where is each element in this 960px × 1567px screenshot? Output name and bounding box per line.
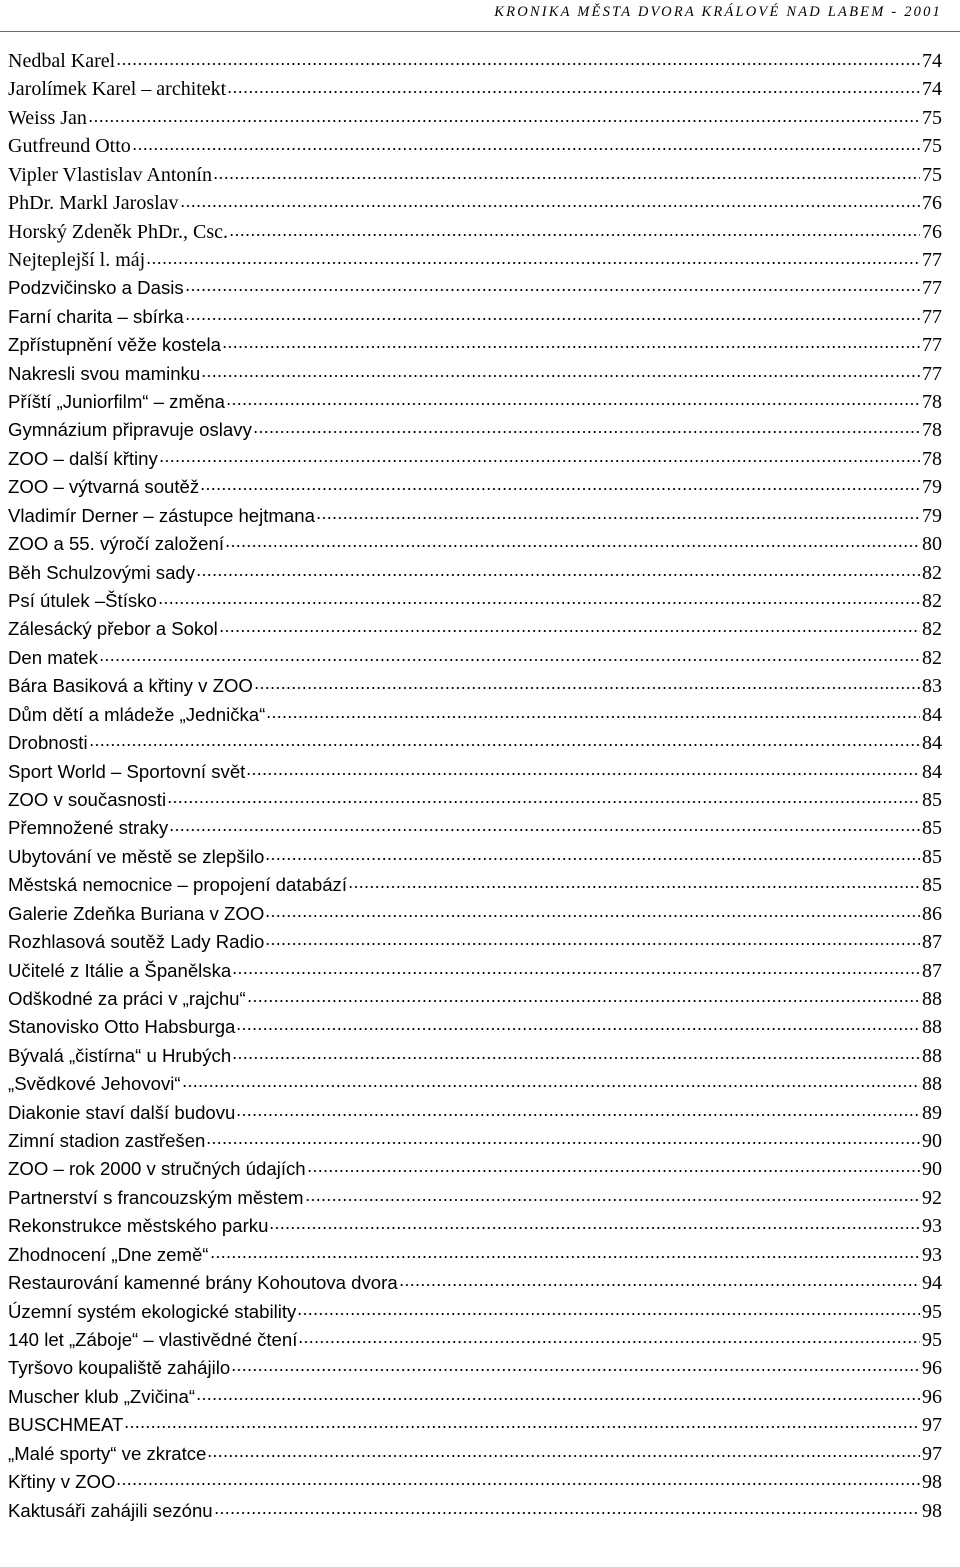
toc-entry[interactable] bbox=[8, 613, 942, 641]
dot-leader bbox=[232, 1040, 920, 1062]
toc-entry-title: Bára Basiková a křtiny v ZOO bbox=[8, 675, 253, 697]
dot-leader bbox=[88, 102, 920, 124]
toc-entry[interactable] bbox=[8, 841, 942, 869]
dot-leader bbox=[316, 500, 920, 522]
dot-leader bbox=[298, 1324, 920, 1346]
toc-entry-title: Weiss Jan bbox=[8, 106, 87, 129]
toc-entry-page-number: 74 bbox=[922, 78, 942, 101]
toc-entry-title: 140 let „Záboje“ – vlastivědné čtení bbox=[8, 1328, 298, 1350]
toc-entry-title: Farní charita – sbírka bbox=[8, 305, 184, 327]
toc-entry[interactable] bbox=[8, 1267, 942, 1295]
toc-entry-page-number: 95 bbox=[922, 1328, 942, 1351]
toc-entry-title: Drobnosti bbox=[8, 732, 88, 754]
toc-entry-page-number: 86 bbox=[922, 902, 942, 925]
dot-leader bbox=[236, 1011, 920, 1033]
toc-entry-page-number: 80 bbox=[922, 533, 942, 556]
toc-entry-title: Den matek bbox=[8, 646, 98, 668]
toc-entry[interactable] bbox=[8, 1210, 942, 1238]
toc-entry-title: Nakresli svou maminku bbox=[8, 362, 201, 384]
toc-entry[interactable] bbox=[8, 1296, 942, 1324]
dot-leader bbox=[348, 869, 920, 891]
toc-entry-page-number: 85 bbox=[922, 817, 942, 840]
toc-entry-title: Zhodnocení „Dne země“ bbox=[8, 1243, 209, 1265]
toc-entry-page-number: 90 bbox=[922, 1158, 942, 1181]
dot-leader bbox=[210, 1239, 920, 1261]
dot-leader bbox=[196, 557, 920, 579]
dot-leader bbox=[247, 983, 920, 1005]
dot-leader bbox=[89, 727, 920, 749]
dot-leader bbox=[222, 329, 920, 351]
toc-entry-title: Městská nemocnice – propojení databází bbox=[8, 874, 348, 896]
dot-leader bbox=[232, 955, 920, 977]
toc-entry-title: Kaktusáři zahájili sezónu bbox=[8, 1499, 213, 1521]
toc-entry-page-number: 95 bbox=[922, 1300, 942, 1323]
toc-entry-page-number: 83 bbox=[922, 675, 942, 698]
toc-entry[interactable] bbox=[8, 358, 942, 386]
toc-entry-page-number: 78 bbox=[922, 447, 942, 470]
dot-leader bbox=[116, 1466, 920, 1488]
table-of-contents bbox=[8, 45, 942, 1523]
dot-leader bbox=[297, 1296, 920, 1318]
toc-entry[interactable] bbox=[8, 898, 942, 926]
toc-entry-title: Psí útulek –Štísko bbox=[8, 590, 157, 612]
dot-leader bbox=[196, 1381, 920, 1403]
toc-entry-page-number: 87 bbox=[922, 931, 942, 954]
toc-entry-page-number: 88 bbox=[922, 1016, 942, 1039]
toc-entry-page-number: 79 bbox=[922, 504, 942, 527]
toc-entry-page-number: 84 bbox=[922, 703, 942, 726]
toc-entry-page-number: 92 bbox=[922, 1186, 942, 1209]
toc-entry-page-number: 88 bbox=[922, 987, 942, 1010]
toc-entry[interactable] bbox=[8, 955, 942, 983]
toc-entry-page-number: 77 bbox=[922, 305, 942, 328]
toc-entry[interactable] bbox=[8, 386, 942, 414]
toc-entry-title: Restaurování kamenné brány Kohoutova dvora bbox=[8, 1272, 398, 1294]
toc-entry[interactable] bbox=[8, 585, 942, 613]
toc-entry-page-number: 77 bbox=[922, 334, 942, 357]
toc-entry-page-number: 90 bbox=[922, 1130, 942, 1153]
toc-entry[interactable] bbox=[8, 102, 942, 130]
toc-entry-title: ZOO v současnosti bbox=[8, 788, 167, 810]
toc-entry-page-number: 84 bbox=[922, 732, 942, 755]
toc-entry-page-number: 74 bbox=[922, 50, 942, 72]
dot-leader bbox=[253, 414, 920, 436]
toc-entry-page-number: 75 bbox=[922, 106, 942, 129]
toc-entry[interactable] bbox=[8, 812, 942, 840]
toc-entry[interactable] bbox=[8, 130, 942, 158]
dot-leader bbox=[227, 73, 920, 95]
toc-entry-title: Sport World – Sportovní svět bbox=[8, 760, 246, 782]
toc-entry-title: Běh Schulzovými sady bbox=[8, 561, 196, 583]
toc-entry[interactable] bbox=[8, 187, 942, 215]
toc-entry-title: ZOO – další křtiny bbox=[8, 447, 158, 469]
toc-entry-title: Tyršovo koupaliště zahájilo bbox=[8, 1357, 231, 1379]
toc-entry-page-number: 88 bbox=[922, 1044, 942, 1067]
toc-entry-page-number: 77 bbox=[922, 362, 942, 385]
toc-entry[interactable] bbox=[8, 1466, 942, 1494]
toc-entry[interactable] bbox=[8, 1239, 942, 1267]
toc-entry-title: Gymnázium připravuje oslavy bbox=[8, 419, 252, 441]
toc-entry-title: Gutfreund Otto bbox=[8, 135, 131, 158]
toc-entry-page-number: 85 bbox=[922, 788, 942, 811]
toc-entry[interactable] bbox=[8, 414, 942, 442]
toc-entry[interactable] bbox=[8, 1153, 942, 1181]
dot-leader bbox=[219, 613, 920, 635]
toc-entry-page-number: 94 bbox=[922, 1272, 942, 1295]
toc-entry-title: Dům dětí a mládeže „Jednička“ bbox=[8, 703, 266, 725]
toc-entry[interactable] bbox=[8, 272, 942, 300]
toc-entry-title: Učitelé z Itálie a Španělska bbox=[8, 959, 232, 981]
toc-entry-page-number: 96 bbox=[922, 1385, 942, 1408]
toc-entry-page-number: 98 bbox=[922, 1499, 942, 1522]
toc-entry-title: „Svědkové Jehovovi“ bbox=[8, 1073, 181, 1095]
toc-entry-title: Ubytování ve městě se zlepšilo bbox=[8, 845, 265, 867]
toc-entry[interactable] bbox=[8, 983, 942, 1011]
toc-entry-title: Odškodné za práci v „rajchu“ bbox=[8, 987, 246, 1009]
toc-entry-title: Galerie Zdeňka Buriana v ZOO bbox=[8, 902, 265, 924]
dot-leader bbox=[116, 45, 920, 67]
dot-leader bbox=[185, 272, 920, 294]
toc-entry[interactable] bbox=[8, 1352, 942, 1380]
dot-leader bbox=[206, 1125, 920, 1147]
toc-entry-title: Nedbal Karel bbox=[8, 50, 116, 72]
toc-entry-title: Územní systém ekologické stability bbox=[8, 1300, 297, 1322]
toc-entry-title: Partnerství s francouzským městem bbox=[8, 1186, 304, 1208]
toc-entry-page-number: 75 bbox=[922, 135, 942, 158]
toc-entry[interactable] bbox=[8, 45, 942, 73]
toc-entry[interactable] bbox=[8, 1097, 942, 1125]
toc-entry-page-number: 79 bbox=[922, 476, 942, 499]
toc-entry-title: Křtiny v ZOO bbox=[8, 1471, 116, 1493]
toc-entry-page-number: 89 bbox=[922, 1101, 942, 1124]
toc-entry-page-number: 96 bbox=[922, 1357, 942, 1380]
toc-entry-title: Diakonie staví další budovu bbox=[8, 1101, 236, 1123]
toc-entry-page-number: 93 bbox=[922, 1243, 942, 1266]
toc-entry-title: PhDr. Markl Jaroslav bbox=[8, 192, 179, 215]
dot-leader bbox=[167, 784, 920, 806]
dot-leader bbox=[305, 1182, 920, 1204]
toc-entry-title: BUSCHMEAT bbox=[8, 1414, 124, 1436]
toc-entry-title: Muscher klub „Zvičina“ bbox=[8, 1385, 196, 1407]
toc-entry[interactable] bbox=[8, 1040, 942, 1068]
toc-entry-page-number: 77 bbox=[922, 277, 942, 300]
toc-entry[interactable] bbox=[8, 784, 942, 812]
toc-entry[interactable] bbox=[8, 471, 942, 499]
toc-entry[interactable] bbox=[8, 1438, 942, 1466]
running-header: KRONIKA MĚSTA DVORA KRÁLOVÉ NAD LABEM - 2001 bbox=[494, 4, 942, 20]
dot-leader bbox=[201, 358, 920, 380]
toc-entry-title: Vipler Vlastislav Antonín bbox=[8, 163, 212, 186]
toc-entry[interactable] bbox=[8, 869, 942, 897]
dot-leader bbox=[225, 528, 920, 550]
toc-entry[interactable] bbox=[8, 1182, 942, 1210]
dot-leader bbox=[207, 1438, 920, 1460]
dot-leader bbox=[269, 1210, 920, 1232]
toc-entry-title: Rekonstrukce městského parku bbox=[8, 1215, 269, 1237]
dot-leader bbox=[99, 642, 920, 664]
dot-leader bbox=[246, 756, 920, 778]
toc-entry-title: ZOO a 55. výročí založení bbox=[8, 533, 224, 555]
toc-entry-title: „Malé sporty“ ve zkratce bbox=[8, 1442, 207, 1464]
dot-leader bbox=[266, 699, 920, 721]
toc-entry-page-number: 78 bbox=[922, 391, 942, 414]
toc-entry-title: ZOO – výtvarná soutěž bbox=[8, 476, 200, 498]
dot-leader bbox=[124, 1409, 920, 1431]
toc-entry-page-number: 82 bbox=[922, 646, 942, 669]
dot-leader bbox=[132, 130, 920, 152]
toc-entry[interactable] bbox=[8, 926, 942, 954]
header-rule bbox=[0, 31, 960, 32]
dot-leader bbox=[159, 443, 920, 465]
toc-entry-title: Zimní stadion zastřešen bbox=[8, 1130, 206, 1152]
toc-entry[interactable] bbox=[8, 159, 942, 187]
toc-entry-title: Podzvičinsko a Dasis bbox=[8, 277, 184, 299]
toc-entry[interactable] bbox=[8, 756, 942, 784]
toc-entry-title: Bývalá „čistírna“ u Hrubých bbox=[8, 1044, 232, 1066]
dot-leader bbox=[146, 244, 920, 266]
toc-entry[interactable] bbox=[8, 329, 942, 357]
toc-entry[interactable] bbox=[8, 1409, 942, 1437]
toc-entry-page-number: 85 bbox=[922, 845, 942, 868]
toc-entry[interactable] bbox=[8, 216, 942, 244]
toc-entry[interactable] bbox=[8, 727, 942, 755]
toc-entry[interactable] bbox=[8, 301, 942, 329]
dot-leader bbox=[265, 841, 920, 863]
toc-entry-page-number: 97 bbox=[922, 1414, 942, 1437]
dot-leader bbox=[185, 301, 920, 323]
toc-entry-page-number: 77 bbox=[922, 248, 942, 271]
dot-leader bbox=[180, 187, 920, 209]
toc-entry[interactable] bbox=[8, 1324, 942, 1352]
toc-entry-title: Horský Zdeněk PhDr., Csc. bbox=[8, 220, 228, 243]
toc-entry[interactable] bbox=[8, 1495, 942, 1523]
toc-entry-title: Příští „Juniorfilm“ – změna bbox=[8, 391, 225, 413]
toc-entry-page-number: 84 bbox=[922, 760, 942, 783]
toc-entry-title: Přemnožené straky bbox=[8, 817, 169, 839]
dot-leader bbox=[158, 585, 920, 607]
toc-entry-page-number: 97 bbox=[922, 1442, 942, 1465]
dot-leader bbox=[265, 926, 920, 948]
toc-entry[interactable] bbox=[8, 1125, 942, 1153]
toc-entry-page-number: 76 bbox=[922, 192, 942, 215]
toc-entry-page-number: 87 bbox=[922, 959, 942, 982]
toc-entry[interactable] bbox=[8, 1381, 942, 1409]
dot-leader bbox=[231, 1352, 920, 1374]
dot-leader bbox=[214, 1495, 920, 1517]
toc-entry-page-number: 82 bbox=[922, 618, 942, 641]
toc-entry-title: Jarolímek Karel – architekt bbox=[8, 78, 227, 101]
dot-leader bbox=[169, 812, 920, 834]
toc-entry-page-number: 82 bbox=[922, 590, 942, 613]
toc-entry-page-number: 93 bbox=[922, 1215, 942, 1238]
dot-leader bbox=[229, 216, 920, 238]
toc-entry-title: ZOO – rok 2000 v stručných údajích bbox=[8, 1158, 306, 1180]
toc-entry-page-number: 88 bbox=[922, 1073, 942, 1096]
dot-leader bbox=[226, 386, 920, 408]
dot-leader bbox=[182, 1068, 920, 1090]
toc-entry[interactable] bbox=[8, 443, 942, 471]
toc-entry-title: Zpřístupnění věže kostela bbox=[8, 334, 221, 356]
toc-entry-title: Vladimír Derner – zástupce hejtmana bbox=[8, 504, 315, 526]
dot-leader bbox=[265, 898, 920, 920]
toc-entry[interactable] bbox=[8, 528, 942, 556]
dot-leader bbox=[307, 1153, 920, 1175]
toc-entry-page-number: 76 bbox=[922, 220, 942, 243]
dot-leader bbox=[254, 670, 920, 692]
toc-entry[interactable] bbox=[8, 1068, 942, 1096]
toc-entry-page-number: 85 bbox=[922, 874, 942, 897]
toc-entry[interactable] bbox=[8, 244, 942, 272]
toc-entry[interactable] bbox=[8, 73, 942, 101]
toc-entry-title: Rozhlasová soutěž Lady Radio bbox=[8, 931, 265, 953]
toc-entry[interactable] bbox=[8, 557, 942, 585]
dot-leader bbox=[236, 1097, 920, 1119]
toc-entry-title: Stanovisko Otto Habsburga bbox=[8, 1016, 236, 1038]
toc-entry-page-number: 78 bbox=[922, 419, 942, 442]
toc-entry[interactable] bbox=[8, 500, 942, 528]
toc-entry[interactable] bbox=[8, 642, 942, 670]
toc-entry[interactable] bbox=[8, 670, 942, 698]
toc-entry-title: Zálesácký přebor a Sokol bbox=[8, 618, 218, 640]
dot-leader bbox=[213, 159, 920, 181]
toc-entry-page-number: 82 bbox=[922, 561, 942, 584]
toc-entry[interactable] bbox=[8, 1011, 942, 1039]
toc-entry-title: Nejteplejší l. máj bbox=[8, 248, 146, 271]
dot-leader bbox=[200, 471, 920, 493]
toc-entry[interactable] bbox=[8, 699, 942, 727]
toc-entry-page-number: 98 bbox=[922, 1471, 942, 1494]
toc-entry-page-number: 75 bbox=[922, 163, 942, 186]
dot-leader bbox=[399, 1267, 920, 1289]
